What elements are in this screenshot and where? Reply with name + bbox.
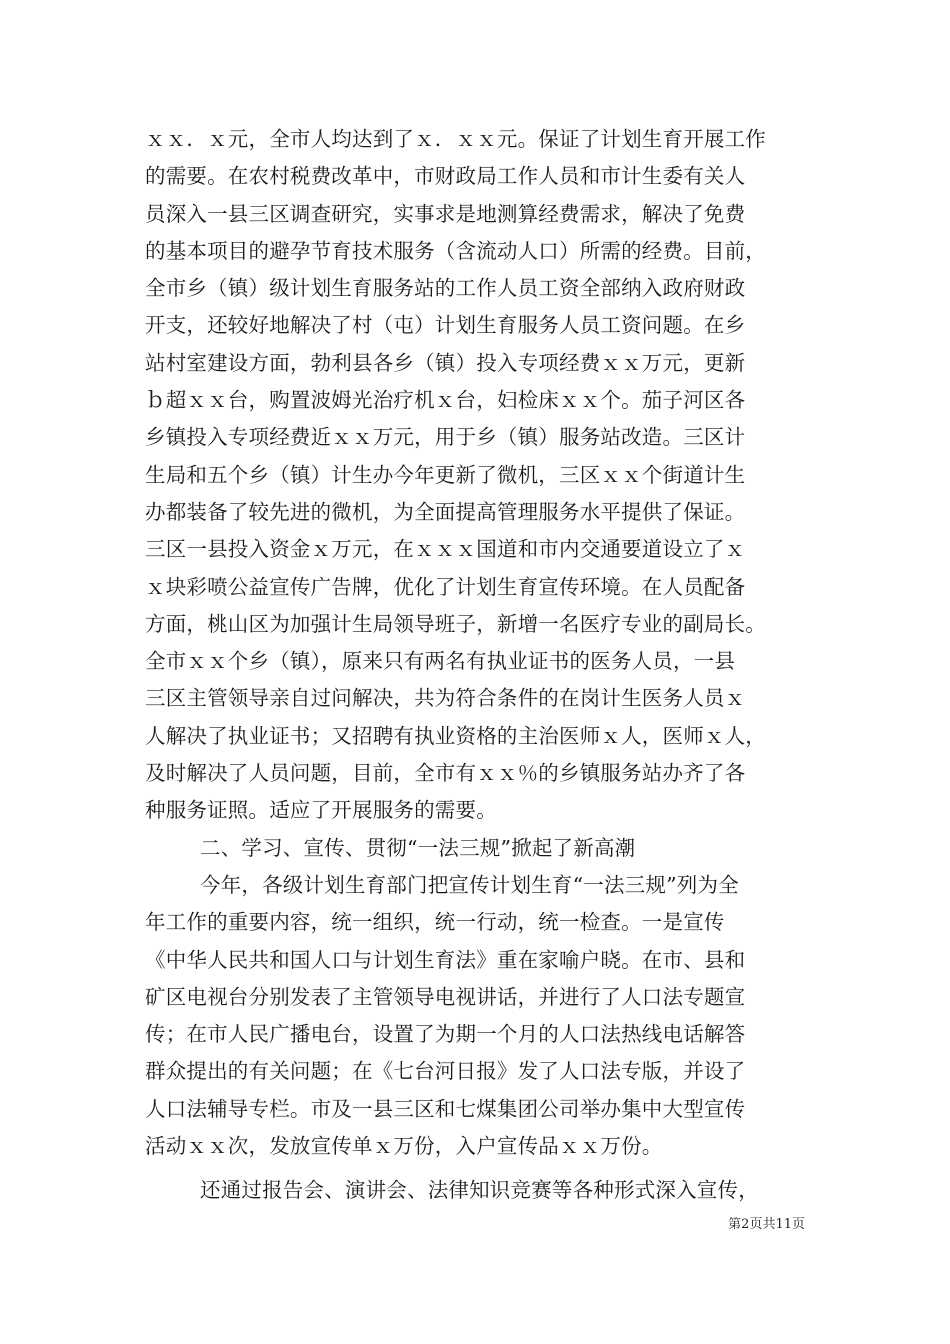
paragraph-line: 全市乡（镇）级计划生育服务站的工作人员工资全部纳入政府财政 (145, 276, 746, 301)
paragraph-line: 乡镇投入专项经费近ｘｘ万元，用于乡（镇）服务站改造。三区计 (145, 425, 746, 450)
paragraph-line: 的需要。在农村税费改革中，市财政局工作人员和市计生委有关人 (145, 164, 746, 189)
document-body (145, 121, 805, 1210)
paragraph-line: 人口法辅导专栏。市及一县三区和七煤集团公司举办集中大型宣传 (145, 1096, 746, 1121)
paragraph-line: 人解决了执业证书；又招聘有执业资格的主治医师ｘ人，医师ｘ人， (145, 723, 766, 748)
page-number: 第2页共11页 (728, 1217, 805, 1232)
paragraph-line: 方面，桃山区为加强计生局领导班子，新增一名医疗专业的副局长。 (145, 611, 766, 636)
section-heading: 二、学习、宣传、贯彻“一法三规”掀起了新高潮 (200, 835, 636, 860)
paragraph-line: 今年，各级计划生育部门把宣传计划生育“一法三规”列为全 (200, 872, 739, 897)
paragraph-line: 活动ｘｘ次，发放宣传单ｘ万份，入户宣传品ｘｘ万份。 (145, 1134, 663, 1159)
paragraph-line: ｂ超ｘｘ台，购置波姆光治疗机ｘ台，妇检床ｘｘ个。茄子河区各 (145, 388, 746, 413)
paragraph-line: 全市ｘｘ个乡（镇），原来只有两名有执业证书的医务人员，一县 (145, 649, 736, 674)
paragraph-line: 《中华人民共和国人口与计划生育法》重在家喻户晓。在市、县和 (145, 947, 746, 972)
paragraph-line: 传；在市人民广播电台，设置了为期一个月的人口法热线电话解答 (145, 1022, 746, 1047)
paragraph-line: 三区主管领导亲自过问解决，共为符合条件的在岗计生医务人员ｘ (145, 686, 746, 711)
paragraph-line: 员深入一县三区调查研究，实事求是地测算经费需求，解决了免费 (145, 201, 746, 226)
paragraph-line: 及时解决了人员问题，目前，全市有ｘｘ％的乡镇服务站办齐了各 (145, 761, 746, 786)
paragraph-line: ｘ块彩喷公益宣传广告牌，优化了计划生育宣传环境。在人员配备 (145, 574, 746, 599)
paragraph-line: 三区一县投入资金ｘ万元，在ｘｘｘ国道和市内交通要道设立了ｘ (145, 537, 746, 562)
paragraph-line: 站村室建设方面，勃利县各乡（镇）投入专项经费ｘｘ万元，更新 (145, 350, 746, 375)
paragraph-line: 群众提出的有关问题；在《七台河日报》发了人口法专版，并设了 (145, 1059, 746, 1084)
paragraph-line: ｘｘ．ｘ元，全市人均达到了ｘ．ｘｘ元。保证了计划生育开展工作 (145, 127, 766, 151)
paragraph-line: 生局和五个乡（镇）计生办今年更新了微机，三区ｘｘ个街道计生 (145, 462, 746, 487)
paragraph-line: 年工作的重要内容，统一组织，统一行动，统一检查。一是宣传 (145, 910, 725, 935)
paragraph-line: 还通过报告会、演讲会、法律知识竞赛等各种形式深入宣传， (200, 1178, 759, 1203)
paragraph-line: 矿区电视台分别发表了主管领导电视讲话，并进行了人口法专题宣 (145, 984, 746, 1009)
paragraph-line: 开支，还较好地解决了村（屯）计划生育服务人员工资问题。在乡 (145, 313, 746, 338)
paragraph-line: 的基本项目的避孕节育技术服务（含流动人口）所需的经费。目前， (145, 238, 766, 263)
paragraph-line: 种服务证照。适应了开展服务的需要。 (145, 798, 497, 823)
paragraph-line: 办都装备了较先进的微机，为全面提高管理服务水平提供了保证。 (145, 499, 746, 524)
